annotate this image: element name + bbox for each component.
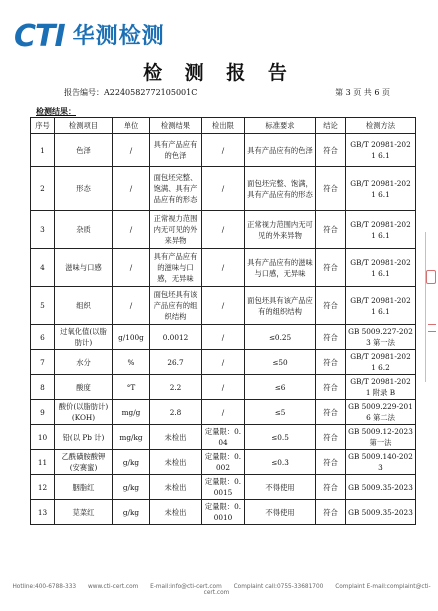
table-cell: / [202,134,245,167]
table-cell: g/kg [113,475,150,500]
table-cell: GB 5009.35-2023 [346,475,416,500]
table-cell: 未检出 [150,425,202,450]
table-cell: ≤0.25 [245,325,316,350]
table-cell: / [113,249,150,287]
table-cell: / [202,211,245,249]
company-logo [14,19,165,54]
table-cell: 3 [31,211,55,249]
table-cell: 色泽 [55,134,113,167]
page-number: 第 3 页 共 6 页 [335,88,390,97]
table-cell: GB 5009.140-2023 [346,450,416,475]
table-cell: 符合 [316,325,346,350]
table-cell: 5 [31,287,55,325]
table-cell: 具有产品应有的滋味与口感，无异味 [245,249,316,287]
table-cell: 酸度 [55,375,113,400]
table-cell: 具有产品应有的色泽 [150,134,202,167]
footer-hotline: Hotline:400-6788-333 [12,584,77,590]
column-header: 检测结果 [150,118,202,134]
table-cell: ≤50 [245,350,316,375]
table-cell: 面包坯具有该产品应有的组织结构 [245,287,316,325]
logo-cn-text: 华测检测 [72,24,165,49]
table-cell: 未检出 [150,475,202,500]
table-cell: GB 5009.12-2023 第一法 [346,425,416,450]
table-cell: 乙酰磺胺酸钾(安赛蜜) [55,450,113,475]
table-cell: 2.2 [150,375,202,400]
table-cell: 未检出 [150,500,202,525]
table-cell: mg/kg [113,425,150,450]
table-cell: / [202,350,245,375]
table-cell: % [113,350,150,375]
footer-email: E-mail:info@cti-cert.com [150,584,222,590]
table-cell: 定量限：0.002 [202,450,245,475]
table-cell: 11 [31,450,55,475]
column-header: 单位 [113,118,150,134]
table-cell: 8 [31,375,55,400]
table-row [31,375,416,400]
section-title: 检测结果： [36,106,76,116]
table-cell: 定量限：0.04 [202,425,245,450]
table-cell: 10 [31,425,55,450]
table-cell: 符合 [316,500,346,525]
table-cell: 符合 [316,400,346,425]
table-cell: GB/T 20981-2021 6.2 [346,350,416,375]
table-cell: 正常视力范围内无可见的外来异物 [245,211,316,249]
column-header: 标准要求 [245,118,316,134]
results-table [30,117,416,525]
table-cell: 具有产品应有的色泽 [245,134,316,167]
table-cell: 定量限：0.0015 [202,475,245,500]
table-cell: GB/T 20981-2021 6.1 [346,211,416,249]
footer-website: www.cti-cert.com [87,584,139,590]
table-cell: 26.7 [150,350,202,375]
table-cell: 符合 [316,375,346,400]
table-cell: GB/T 20981-2021 6.1 [346,167,416,211]
table-cell: 符合 [316,211,346,249]
table-cell: 7 [31,350,55,375]
table-cell: 面包坯完整、饱满，具有产品应有的形态 [245,167,316,211]
table-row [31,249,416,287]
table-cell: GB/T 20981-2021 6.1 [346,287,416,325]
table-cell: 符合 [316,249,346,287]
table-cell: GB 5009.229-2016 第二法 [346,400,416,425]
table-cell: / [202,375,245,400]
report-number: 报告编号：A2240582772105001C [64,88,198,97]
table-cell: 不得使用 [245,475,316,500]
table-row [31,167,416,211]
table-cell: / [113,167,150,211]
seal-mark [428,324,436,332]
table-cell: 符合 [316,450,346,475]
table-row [31,325,416,350]
table-cell: 杂质 [55,211,113,249]
table-row [31,287,416,325]
table-cell: g/kg [113,450,150,475]
footer-complaint-call: Complaint call:0755-33681700 [233,584,324,590]
table-cell: 符合 [316,287,346,325]
table-cell: 符合 [316,134,346,167]
table-cell: 正常视力范围内无可见的外来异物 [150,211,202,249]
table-cell: ≤0.3 [245,450,316,475]
table-row [31,500,416,525]
table-body [31,134,416,525]
table-row [31,425,416,450]
table-cell: °T [113,375,150,400]
table-row [31,450,416,475]
column-header: 结论 [316,118,346,134]
table-cell: 12 [31,475,55,500]
table-row [31,475,416,500]
table-cell: 6 [31,325,55,350]
table-cell: 面包坯具有该产品应有的组织结构 [150,287,202,325]
table-cell: ≤0.5 [245,425,316,450]
table-cell: 符合 [316,167,346,211]
table-cell: / [202,249,245,287]
table-cell: 组织 [55,287,113,325]
table-cell: / [202,287,245,325]
table-cell: 符合 [316,425,346,450]
table-cell: 2.8 [150,400,202,425]
table-cell: ≤6 [245,375,316,400]
table-cell: 不得使用 [245,500,316,525]
table-cell: GB/T 20981-2021 6.1 [346,249,416,287]
table-cell: 定量限：0.0010 [202,500,245,525]
table-cell: 9 [31,400,55,425]
table-row [31,211,416,249]
table-cell: 过氧化值(以脂肪计) [55,325,113,350]
column-header: 检测项目 [55,118,113,134]
table-cell: 0.0012 [150,325,202,350]
table-cell: 未检出 [150,450,202,475]
table-cell: g/kg [113,500,150,525]
seal-mark [426,270,436,284]
table-cell: 滋味与口感 [55,249,113,287]
table-cell: 13 [31,500,55,525]
table-cell: 形态 [55,167,113,211]
table-cell: g/100g [113,325,150,350]
table-cell: ≤5 [245,400,316,425]
table-cell: 胭脂红 [55,475,113,500]
table-cell: / [202,400,245,425]
table-cell: / [113,287,150,325]
table-cell: 水分 [55,350,113,375]
table-cell: 酸价(以脂肪计)(KOH) [55,400,113,425]
footer-complaint-email: Complaint E-mail:complaint@cti-cert.com [203,584,431,596]
page-footer [0,584,438,596]
table-cell: 4 [31,249,55,287]
table-cell: 2 [31,167,55,211]
table-cell: / [113,134,150,167]
table-cell: GB/T 20981-2021 6.1 [346,134,416,167]
column-header: 序号 [31,118,55,134]
table-cell: 面包坯完整、饱满、具有产品应有的形态 [150,167,202,211]
table-cell: GB 5009.227-2023 第一法 [346,325,416,350]
column-header: 检测方法 [346,118,416,134]
table-cell: 符合 [316,475,346,500]
table-cell: / [202,167,245,211]
table-row [31,134,416,167]
report-title: 检 测 报 告 [143,62,295,84]
table-cell: 符合 [316,350,346,375]
table-cell: mg/g [113,400,150,425]
table-row [31,400,416,425]
table-cell: / [113,211,150,249]
table-cell: 1 [31,134,55,167]
table-row [31,350,416,375]
logo-cti-text: CTI [14,19,65,54]
side-seal-stamp [425,232,438,382]
table-header-row [31,118,416,134]
table-cell: GB 5009.35-2023 [346,500,416,525]
table-cell: 苋菜红 [55,500,113,525]
table-cell: / [202,325,245,350]
table-cell: GB/T 20981-2021 附录 B [346,375,416,400]
table-cell: 铅(以 Pb 计) [55,425,113,450]
table-cell: 具有产品应有的滋味与口感，无异味 [150,249,202,287]
column-header: 检出限 [202,118,245,134]
